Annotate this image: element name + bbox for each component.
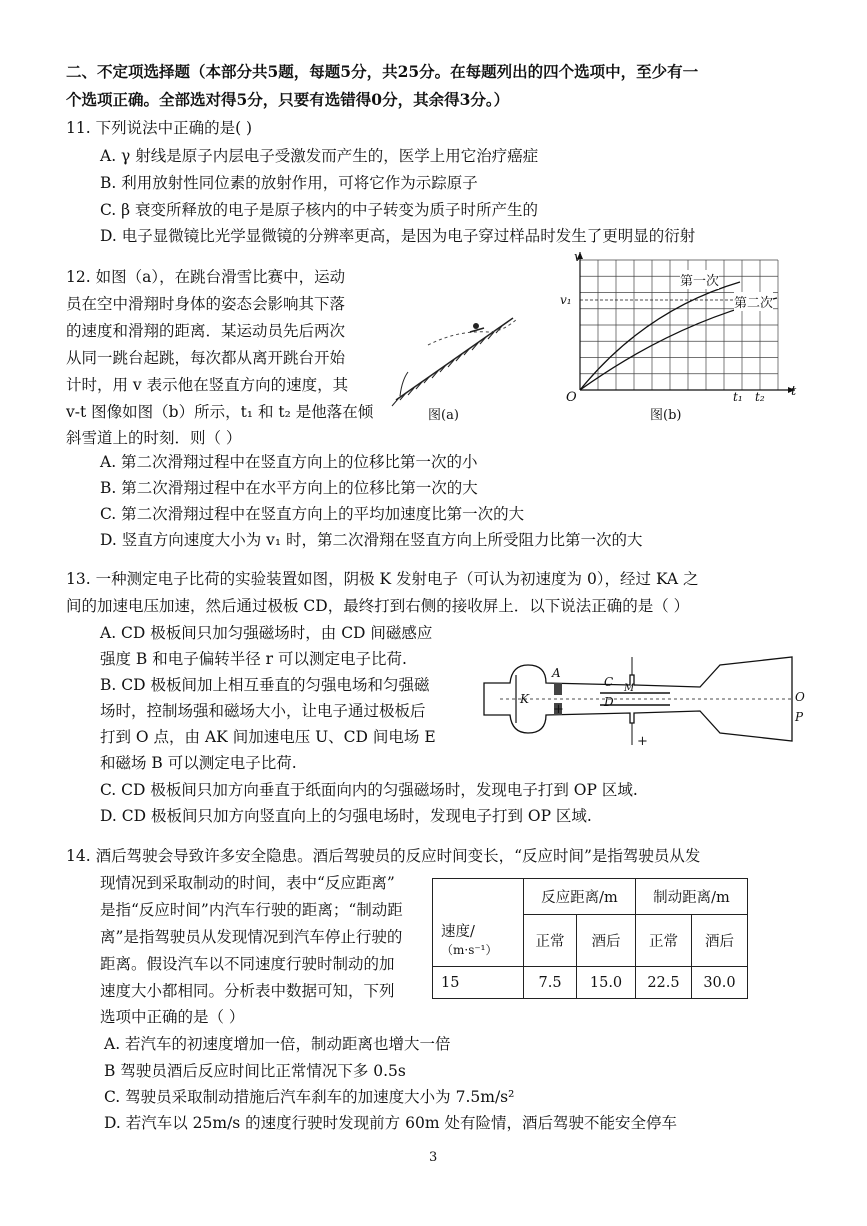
q13-stem-line2: 间的加速电压加速，然后通过极板 CD，最终打到右侧的接收屏上．以下说法正确的是（ ） — [66, 597, 690, 615]
q14-stem-line6: 速度大小都相同。分析表中数据可知，下列 — [100, 982, 395, 1000]
graph-t2: t₂ — [755, 390, 765, 404]
q14-stem-line2: 现情况到采取制动的时间，表中“反应距离” — [100, 874, 395, 892]
q13-option-b-line4: 和磁场 B 可以测定电子比荷. — [100, 754, 297, 772]
tube-label-m: M — [624, 683, 635, 694]
q13-option-b-line2: 场时，控制场强和磁场大小，让电子通过极板后 — [100, 702, 426, 720]
table-cell-braking-normal: 22.5 — [635, 967, 691, 999]
q12-option-b: B. 第二次滑翔过程中在水平方向上的位移比第一次的大 — [100, 479, 478, 497]
tube-label-a: A — [552, 666, 561, 680]
table-cell-speed: 15 — [433, 967, 524, 999]
q12-figure-b-label: 图(b) — [650, 408, 682, 423]
table-header-reaction: 反应距离/m — [524, 879, 636, 915]
tube-label-plus2: + — [637, 734, 648, 749]
q12-figure-a-label: 图(a) — [428, 408, 459, 423]
q11-option-d: D. 电子显微镜比光学显微镜的分辨率更高，是因为电子穿过样品时发生了更明显的衍射 — [100, 227, 696, 245]
q14-stem-line3: 是指“反应时间”内汽车行驶的距离；“制动距 — [100, 901, 403, 919]
graph-t1: t₁ — [733, 390, 743, 404]
table-speed-label: 速度/ — [441, 923, 475, 940]
q12-option-c: C. 第二次滑翔过程中在竖直方向上的平均加速度比第一次的大 — [100, 505, 525, 523]
tube-label-p: P — [795, 710, 804, 724]
tube-label-k: K — [520, 692, 529, 706]
q12-option-d: D. 竖直方向速度大小为 v₁ 时，第二次滑翔在竖直方向上所受阻力比第一次的大 — [100, 531, 643, 549]
table-normal-1: 正常 — [524, 915, 577, 967]
graph-x-label: t — [791, 384, 797, 399]
q12-stem-line4: 从同一跳台起跳，每次都从离开跳台开始 — [66, 349, 346, 367]
graph-y-label: v — [574, 250, 582, 265]
table-cell-reaction-normal: 7.5 — [524, 967, 577, 999]
q12-stem-line7: 斜雪道上的时刻．则（ ） — [66, 429, 242, 447]
q12-figure-b — [555, 248, 800, 406]
graph-v1: v₁ — [560, 293, 572, 307]
q14-option-a: A. 若汽车的初速度增加一倍，制动距离也增大一倍 — [104, 1035, 451, 1053]
q14-option-b: B 驾驶员酒后反应时间比正常情况下多 0.5s — [104, 1062, 406, 1080]
q14-option-d: D. 若汽车以 25m/s 的速度行驶时发现前方 60m 处有险情，酒后驾驶不能安全停车 — [104, 1114, 677, 1132]
q11-option-b: B. 利用放射性同位素的放射作用，可将它作为示踪原子 — [100, 174, 478, 192]
q13-option-d: D. CD 极板间只加方向竖直向上的匀强电场时，发现电子打到 OP 区域. — [100, 807, 592, 825]
graph-curve2-label: 第二次 — [734, 292, 773, 311]
section-title-line1: 二、不定项选择题（本部分共5题，每题5分，共25分。在每题列出的四个选项中，至少有一 — [66, 62, 699, 81]
q14-stem-line1: 14. 酒后驾驶会导致许多安全隐患。酒后驾驶员的反应时间变长，“反应时间”是指驾驶员从发 — [66, 847, 701, 865]
table-cell-braking-drunk: 30.0 — [691, 967, 747, 999]
tube-label-c: C — [604, 675, 614, 689]
graph-origin: O — [566, 390, 577, 405]
q14-stem-line5: 距离。假设汽车以不同速度行驶时制动的加 — [100, 955, 395, 973]
table-drunk-2: 酒后 — [691, 915, 747, 967]
q12-stem-line2: 员在空中滑翔时身体的姿态会影响其下落 — [66, 295, 346, 313]
table-speed-unit: （m·s⁻¹） — [441, 943, 498, 957]
q12-stem-line6: v-t 图像如图（b）所示，t₁ 和 t₂ 是他落在倾 — [66, 403, 374, 421]
q12-option-a: A. 第二次滑翔过程中在竖直方向上的位移比第一次的小 — [100, 453, 478, 471]
table-header-braking: 制动距离/m — [635, 879, 747, 915]
section-title-line2: 个选项正确。全部选对得5分，只要有选错得0分，其余得3分。） — [66, 90, 510, 109]
tube-label-plus1: + — [553, 702, 564, 717]
page-number: 3 — [429, 1150, 438, 1165]
q14-stem-line4: 离”是指驾驶员从发现情况到汽车停止行驶的 — [100, 928, 403, 946]
q11-stem: 11. 下列说法中正确的是( ) — [66, 119, 253, 137]
table-drunk-1: 酒后 — [577, 915, 636, 967]
q11-option-c: C. β 衰变所释放的电子是原子核内的中子转变为质子时所产生的 — [100, 201, 539, 219]
q13-option-b-line1: B. CD 极板间加上相互垂直的匀强电场和匀强磁 — [100, 676, 430, 694]
graph-curve1-label: 第一次 — [680, 270, 719, 289]
q14-data-table — [432, 878, 748, 999]
q14-stem-line7: 选项中正确的是（ ） — [100, 1008, 245, 1026]
q13-option-b-line3: 打到 O 点，由 AK 间加速电压 U、CD 间电场 E — [100, 728, 436, 746]
tube-label-d: D — [604, 695, 614, 709]
q12-stem-line1: 12. 如图（a），在跳台滑雪比赛中，运动 — [66, 268, 346, 286]
q12-stem-line3: 的速度和滑翔的距离．某运动员先后两次 — [66, 322, 346, 340]
q11-option-a: A. γ 射线是原子内层电子受激发而产生的，医学上用它治疗癌症 — [100, 147, 539, 165]
q13-option-a-line2: 强度 B 和电子偏转半径 r 可以测定电子比荷. — [100, 650, 407, 668]
q14-option-c: C. 驾驶员采取制动措施后汽车刹车的加速度大小为 7.5m/s² — [104, 1088, 515, 1106]
q13-option-c: C. CD 极板间只加方向垂直于纸面向内的匀强磁场时，发现电子打到 OP 区域. — [100, 781, 638, 799]
table-row — [433, 967, 748, 999]
q13-stem-line1: 13. 一种测定电子比荷的实验装置如图，阴极 K 发射电子（可认为初速度为 0），经过 KA 之 — [66, 570, 699, 588]
tube-label-o: O — [795, 690, 805, 704]
table-cell-reaction-drunk: 15.0 — [577, 967, 636, 999]
table-normal-2: 正常 — [635, 915, 691, 967]
q12-stem-line5: 计时，用 v 表示他在竖直方向的速度，其 — [66, 376, 349, 394]
q13-option-a-line1: A. CD 极板间只加匀强磁场时，由 CD 间磁感应 — [100, 624, 433, 642]
